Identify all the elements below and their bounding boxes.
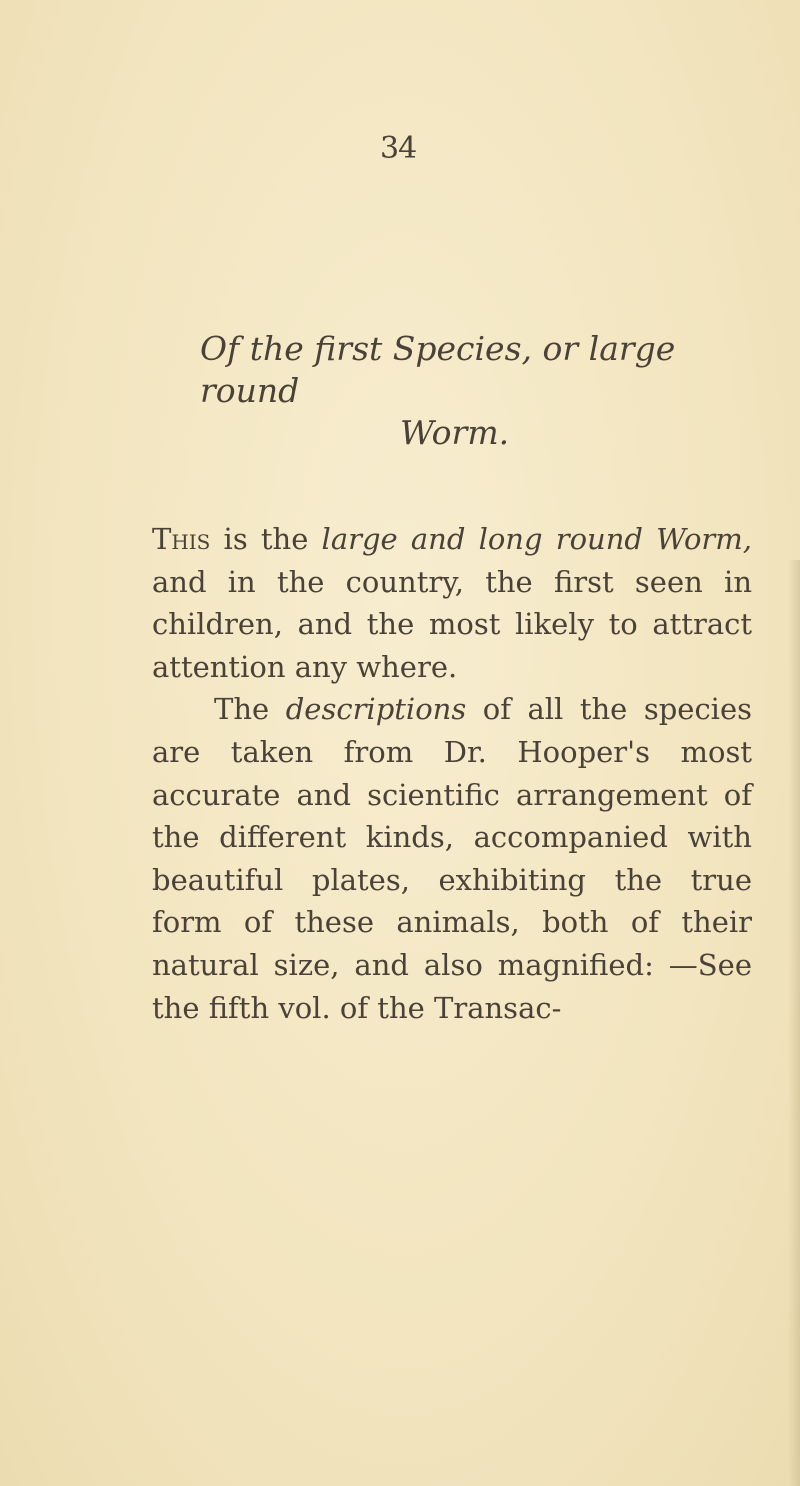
paragraph-2-text-1: The [214,692,286,727]
paragraph-1-italic: large and long round Worm, [321,522,752,556]
heading-line-2: Worm. [400,413,510,452]
section-heading [200,328,760,454]
page-edge-shadow [788,560,800,1486]
body-text [152,518,752,1029]
page-number: 34 [380,131,417,166]
paragraph-1-text-2: and in the country, the first seen in children, and the most likely to attract attention any where. [152,564,752,684]
paragraph-1-lead: This [152,522,211,556]
heading-line-1: Of the first Species, or large round [200,329,676,410]
paragraph-2-text-2: of all the species are taken from Dr. Hooper's most accurate and scientific arrangement of the different kinds, accompanied with beautiful plates, exhibiting the true form of these animals, both of their natural size, and also magnified: —See the fifth vol. of the Transac- [152,692,752,1025]
paragraph-2-italic: descriptions [285,692,467,727]
paragraph-2 [152,688,752,1029]
paragraph-1-text-1: is the [210,522,322,556]
paragraph-1 [152,518,752,688]
